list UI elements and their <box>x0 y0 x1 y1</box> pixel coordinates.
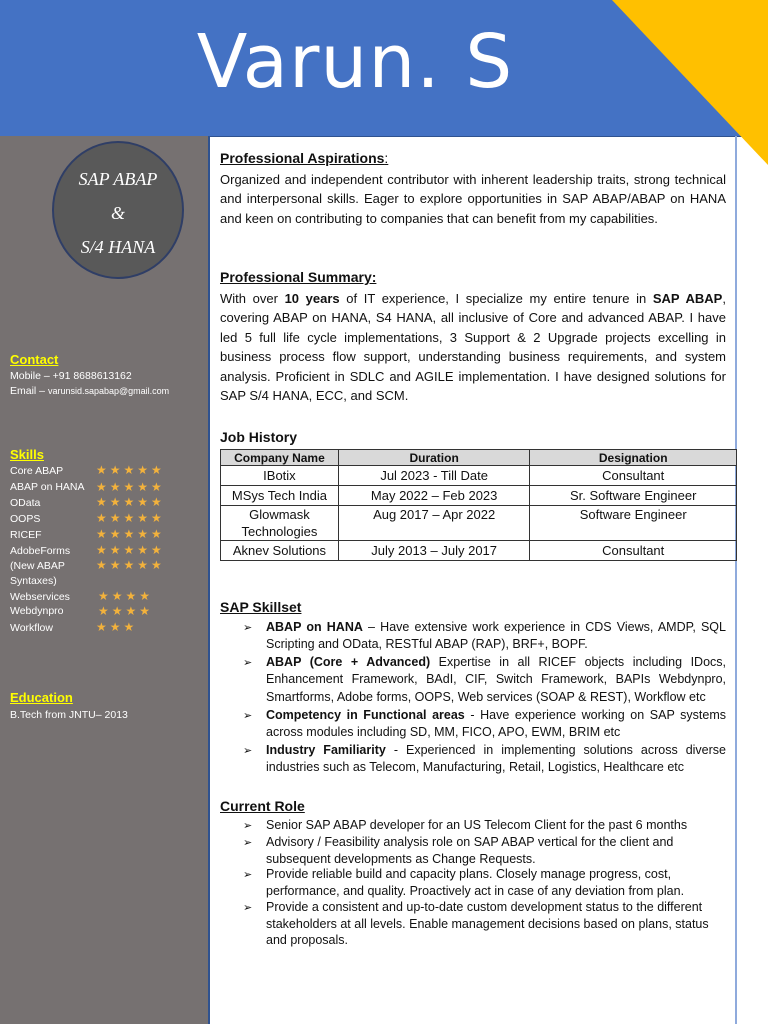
star-rating-icon: ★★★★ <box>98 604 154 618</box>
oval-line-3: S/4 HANA <box>80 237 156 257</box>
skillset-item-text: Expertise in all RICEF objects including IDocs, Enhancement Framework, BAdI, CIF, Switch Framework, BAPIs Webdynpro, Smartforms, Adobe forms, OOPS, Web services (SOAP & REST), Workflow etc <box>266 655 726 704</box>
skill-label: ABAP on HANA <box>10 481 85 493</box>
job-history-heading: Job History <box>220 429 298 445</box>
cell-duration: July 2013 – July 2017 <box>338 541 530 561</box>
table-row <box>221 466 737 486</box>
skill-label: RICEF <box>10 529 42 541</box>
header-banner <box>0 0 768 137</box>
role-item: Advisory / Feasibility analysis role on SAP ABAP vertical for the client and subsequent developments as Change Requests. <box>266 835 674 866</box>
cell-company: MSys Tech India <box>221 486 339 506</box>
star-rating-icon: ★★★★ <box>98 589 154 603</box>
arrow-bullet-icon: ➢ <box>243 820 253 832</box>
cell-company: Aknev Solutions <box>221 541 339 561</box>
summary-part-1: With over <box>220 291 285 306</box>
skillset-item-text: - Have experience working on SAP systems across modules including SD, MM, FICO, APO, EWM, BRIM etc <box>266 708 726 740</box>
contact-heading: Contact <box>10 352 59 367</box>
aspirations-text: Organized and independent contributor with inherent leadership traits, strong technical and interpersonal skills. Eager to explore opportunities in SAP ABAP/ABAP on HANA and keen on contributing to companies that can benefit from my capabilities. <box>220 172 726 226</box>
aspirations-heading: Professional Aspirations: <box>220 150 389 166</box>
summary-heading: Professional Summary: <box>220 269 377 285</box>
job-history-table <box>220 449 737 561</box>
oval-line-2: & <box>110 203 125 223</box>
skill-label: Syntaxes) <box>10 575 57 587</box>
cell-designation: Sr. Software Engineer <box>530 486 737 506</box>
contact-email <box>10 385 169 397</box>
summary-part-2: of IT experience, I specialize my entire tenure in <box>339 291 653 306</box>
role-item: Provide a consistent and up-to-date custom development status to the different stakeholders at all levels. Enable management decisions based on plans, status and proposals. <box>266 900 709 947</box>
cell-company: IBotix <box>221 466 339 486</box>
arrow-bullet-icon: ➢ <box>243 710 253 722</box>
arrow-bullet-icon: ➢ <box>243 869 253 881</box>
skillset-item-title: Industry Familiarity <box>266 743 386 757</box>
skill-label: Core ABAP <box>10 465 64 477</box>
cell-duration: Aug 2017 – Apr 2022 <box>338 506 530 541</box>
skill-label: Webdynpro <box>10 605 64 617</box>
email-value[interactable]: varunsid.sapabap@gmail.com <box>47 386 170 396</box>
column-header-duration: Duration <box>338 450 530 466</box>
cell-duration: Jul 2023 - Till Date <box>338 466 530 486</box>
star-rating-icon: ★★★★★ <box>96 463 165 477</box>
skills-heading: Skills <box>10 447 44 462</box>
skillset-item <box>266 707 726 742</box>
current-role-heading: Current Role <box>220 798 305 814</box>
table-header-row <box>221 450 737 466</box>
skill-label: OData <box>10 497 41 509</box>
arrow-bullet-icon: ➢ <box>243 902 253 914</box>
arrow-bullet-icon: ➢ <box>243 745 253 757</box>
contact-mobile: Mobile – +91 8688613162 <box>10 370 132 382</box>
table-row <box>221 541 737 561</box>
email-label: Email – <box>10 385 48 397</box>
content-border <box>735 136 737 1024</box>
table-row <box>221 486 737 506</box>
title-oval <box>52 141 184 279</box>
cell-designation: Consultant <box>530 541 737 561</box>
candidate-name: Varun. S <box>196 19 514 105</box>
arrow-bullet-icon: ➢ <box>243 657 253 669</box>
star-rating-icon: ★★★★★ <box>96 495 165 509</box>
skillset-item-text: - Experienced in implementing solutions across diverse industries such as Telecom, Manufacturing, Retail, Logistics, Healthcare etc <box>266 743 726 775</box>
arrow-bullet-icon: ➢ <box>243 837 253 849</box>
aspirations-heading-text: Professional Aspirations <box>220 150 385 166</box>
star-rating-icon: ★★★ <box>96 620 138 634</box>
cell-designation: Consultant <box>530 466 737 486</box>
star-rating-icon: ★★★★★ <box>96 558 165 572</box>
skillset-item-title: ABAP on HANA <box>266 620 363 634</box>
star-rating-icon: ★★★★★ <box>96 480 165 494</box>
skillset-item <box>266 619 726 654</box>
star-rating-icon: ★★★★★ <box>96 527 165 541</box>
education-heading: Education <box>10 690 73 705</box>
summary-sap: SAP ABAP <box>652 291 723 306</box>
skillset-item-title: ABAP (Core + Advanced) <box>266 655 431 669</box>
column-header-company: Company Name <box>221 450 339 466</box>
skillset-item-text: – Have extensive work experience in CDS Views, AMDP, SQL Scripting and OData, RESTful ABAP (RAP), BRF+, BOPF. <box>266 620 726 652</box>
arrow-bullet-icon: ➢ <box>243 622 253 634</box>
education-text: B.Tech from JNTU– 2013 <box>10 709 128 721</box>
skillset-item <box>266 742 726 777</box>
summary-text <box>220 289 726 405</box>
cell-company: Glowmask Technologies <box>221 506 339 541</box>
skill-label: Workflow <box>10 622 53 634</box>
star-rating-icon: ★★★★★ <box>96 511 165 525</box>
skill-label: OOPS <box>10 513 41 525</box>
summary-years: 10 years <box>284 291 340 306</box>
oval-line-1: SAP ABAP <box>78 169 158 189</box>
skillset-item <box>266 654 726 706</box>
summary-part-3: , covering ABAP on HANA, S4 HANA, all inclusive of Core and advanced ABAP. I have led 5 full life cycle implementations, 3 Support & 2 Upgrade projects excelling in business process flow support, understanding business requirements, and system analysis. Proficient in SDLC and AGILE implementation. I have designed solutions for SAP S/4 HANA, ECC, and SCM. <box>220 291 726 404</box>
cell-designation: Software Engineer <box>530 506 737 541</box>
role-item: Senior SAP ABAP developer for an US Telecom Client for the past 6 months <box>266 818 688 832</box>
skillset-item-title: Competency in Functional areas <box>266 708 465 722</box>
cell-duration: May 2022 – Feb 2023 <box>338 486 530 506</box>
column-header-designation: Designation <box>530 450 737 466</box>
skill-label: (New ABAP <box>10 560 65 572</box>
role-item: Provide reliable build and capacity plans. Closely manage progress, cost, performance, and quality. Proactively act in case of any deviation from plan. <box>266 867 685 898</box>
star-rating-icon: ★★★★★ <box>96 543 165 557</box>
skill-label: Webservices <box>10 591 70 603</box>
skill-label: AdobeForms <box>10 545 71 557</box>
skillset-heading: SAP Skillset <box>220 599 302 615</box>
table-row <box>221 506 737 541</box>
